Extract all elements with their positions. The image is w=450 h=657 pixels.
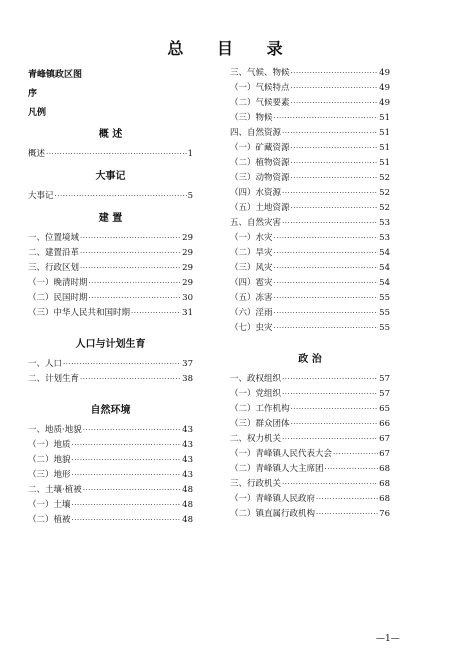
toc-entry-page: 68 (379, 494, 390, 504)
toc-entry-page: 53 (379, 218, 390, 228)
toc-entry[interactable] (230, 261, 390, 276)
toc-entry[interactable] (230, 81, 390, 96)
toc-entry-title: （一）水灾 (230, 233, 273, 243)
toc-entry[interactable] (230, 387, 390, 402)
leader-dots (89, 276, 182, 291)
toc-entry-page: 54 (379, 263, 390, 273)
leader-dots (274, 291, 379, 306)
toc-entry-title: （二）旱灾 (230, 248, 273, 258)
leader-dots (282, 216, 378, 231)
toc-entry-page: 29 (182, 233, 193, 243)
leader-dots (291, 402, 379, 417)
leader-dots (282, 477, 378, 492)
toc-entry-page: 52 (379, 203, 390, 213)
toc-entry-page: 49 (379, 83, 390, 93)
toc-entry-title: 概述 (28, 149, 46, 159)
leader-dots (282, 432, 378, 447)
toc-entry[interactable] (230, 96, 390, 111)
toc-entry-page: 37 (182, 359, 193, 369)
toc-entry[interactable] (230, 306, 390, 321)
toc-entry-page: 57 (379, 389, 390, 399)
toc-entry[interactable] (230, 171, 390, 186)
toc-entry-page: 54 (379, 248, 390, 258)
toc-entry-title: （五）冻害 (230, 293, 273, 303)
leader-dots (291, 171, 379, 186)
left-sections (28, 127, 193, 528)
leader-dots (274, 231, 379, 246)
toc-entry-title: （二）植被 (28, 515, 71, 525)
toc-entry-page: 51 (379, 128, 390, 138)
toc-entry[interactable] (230, 216, 390, 231)
toc-entry-page: 31 (182, 308, 193, 318)
toc-entry-title: （三）中华人民共和国时期 (28, 308, 131, 318)
leader-dots (83, 483, 181, 498)
leader-dots (291, 417, 379, 432)
toc-entry[interactable] (28, 276, 193, 291)
front-matter-item[interactable]: 凡例 (28, 108, 47, 118)
leader-dots (282, 126, 378, 141)
leader-dots (274, 321, 379, 336)
toc-entry[interactable] (230, 507, 390, 522)
toc-entry-title: 二、土壤·植被 (28, 485, 82, 495)
toc-entry-title: 一、位置境域 (28, 233, 80, 243)
toc-entry[interactable] (28, 423, 193, 438)
toc-entry-page: 51 (379, 143, 390, 153)
toc-entry-page: 48 (182, 500, 193, 510)
toc-entry[interactable] (28, 189, 193, 204)
toc-entry-title: （一）地质 (28, 440, 71, 450)
toc-entry-page: 48 (182, 515, 193, 525)
toc-entry-page: 55 (379, 293, 390, 303)
toc-entry[interactable] (230, 141, 390, 156)
leader-dots (83, 423, 181, 438)
toc-entry-title: （二）青峰镇人大主席团 (230, 464, 324, 474)
leader-dots (72, 438, 182, 453)
right-section (230, 352, 390, 522)
leader-dots (291, 156, 379, 171)
leader-dots (131, 306, 181, 321)
toc-entry-page: 29 (182, 278, 193, 288)
toc-entry-page: 43 (182, 470, 193, 480)
leader-dots (291, 66, 379, 81)
toc-entry-page: 5 (187, 191, 193, 201)
toc-entry-title: 大事记 (28, 191, 54, 201)
toc-entry[interactable] (230, 126, 390, 141)
leader-dots (291, 141, 379, 156)
toc-entry-page: 68 (379, 464, 390, 474)
toc-entry-page: 68 (379, 479, 390, 489)
leader-dots (80, 231, 181, 246)
toc-entry-title: （三）群众团体 (230, 419, 290, 429)
front-matter-item[interactable]: 序 (28, 89, 38, 99)
toc-entry-page: 65 (379, 404, 390, 414)
toc-entry[interactable] (28, 438, 193, 453)
leader-dots (316, 492, 378, 507)
leader-dots (63, 357, 181, 372)
page-title: 总 目 录 (167, 39, 297, 58)
toc-entry-title: （二）地貌 (28, 455, 71, 465)
toc-entry-title: （三）物候 (230, 113, 273, 123)
toc-entry-page: 38 (182, 374, 193, 384)
leader-dots (72, 498, 182, 513)
toc-entry-page: 57 (379, 374, 390, 384)
leader-dots (274, 306, 379, 321)
toc-entry[interactable] (230, 231, 390, 246)
toc-entry-title: （一）青峰镇人民政府 (230, 494, 316, 504)
leader-dots (291, 201, 379, 216)
leader-dots (316, 507, 378, 522)
toc-entry[interactable] (230, 186, 390, 201)
toc-entry[interactable] (230, 462, 390, 477)
leader-dots (282, 186, 378, 201)
toc-entry-title: （三）动物资源 (230, 173, 290, 183)
toc-entry[interactable] (230, 372, 390, 387)
toc-entry-page: 49 (379, 68, 390, 78)
toc-entry-page: 66 (379, 419, 390, 429)
toc-entry[interactable] (230, 417, 390, 432)
toc-entry[interactable] (28, 231, 193, 246)
right-top-entries (230, 66, 390, 336)
toc-entry[interactable] (28, 246, 193, 261)
toc-entry-title: （三）地形 (28, 470, 71, 480)
leader-dots (55, 189, 187, 204)
toc-entry[interactable] (230, 321, 390, 336)
toc-entry[interactable] (230, 201, 390, 216)
toc-entry-title: 五、自然灾害 (230, 218, 282, 228)
toc-entry[interactable] (230, 276, 390, 291)
toc-entry[interactable] (28, 453, 193, 468)
toc-entry[interactable] (230, 66, 390, 81)
toc-entry-title: （一）土壤 (28, 500, 71, 510)
toc-entry-title: 三、行政区划 (28, 263, 80, 273)
toc-entry[interactable] (28, 147, 193, 162)
toc-entry-title: （四）水资源 (230, 188, 282, 198)
leader-dots (274, 246, 379, 261)
leader-dots (80, 261, 181, 276)
toc-entry-title: 三、行政机关 (230, 479, 282, 489)
toc-entry-title: （二）工作机构 (230, 404, 290, 414)
toc-entry-title: （一）青峰镇人民代表大会 (230, 449, 333, 459)
toc-entry[interactable] (28, 498, 193, 513)
toc-entry-page: 29 (182, 263, 193, 273)
toc-entry-title: （七）虫灾 (230, 323, 273, 333)
toc-entry-page: 49 (379, 98, 390, 108)
toc-entry-page: 43 (182, 455, 193, 465)
toc-entry[interactable] (28, 468, 193, 483)
toc-entry[interactable] (28, 483, 193, 498)
leader-dots (72, 453, 182, 468)
toc-entry-page: 43 (182, 425, 193, 435)
toc-entry[interactable] (28, 357, 193, 372)
toc-entry-page: 51 (379, 113, 390, 123)
leader-dots (80, 246, 181, 261)
toc-entry[interactable] (230, 246, 390, 261)
toc-entry-title: （五）土地资源 (230, 203, 290, 213)
page-number: —1— (376, 634, 400, 644)
toc-entry-page: 55 (379, 308, 390, 318)
leader-dots (291, 96, 379, 111)
toc-entry[interactable] (230, 477, 390, 492)
section-heading: 自然环境 (90, 405, 131, 416)
section-heading: 人口与计划生育 (75, 339, 146, 350)
toc-entry-title: 一、人口 (28, 359, 63, 369)
leader-dots (274, 276, 379, 291)
toc-entry-title: （三）风灾 (230, 263, 273, 273)
toc-entry-page: 29 (182, 248, 193, 258)
toc-entry[interactable] (230, 111, 390, 126)
toc-right-column (230, 66, 390, 522)
leader-dots (282, 387, 378, 402)
toc-entry-title: 二、权力机关 (230, 434, 282, 444)
toc-entry-page: 1 (187, 149, 193, 159)
toc-entry-page: 52 (379, 188, 390, 198)
toc-entry[interactable] (28, 513, 193, 528)
toc-entry-title: （一）党组织 (230, 389, 282, 399)
toc-entry-page: 67 (379, 449, 390, 459)
toc-entry-title: 四、自然资源 (230, 128, 282, 138)
toc-entry-page: 76 (379, 509, 390, 519)
toc-entry-title: 一、地质·地貌 (28, 425, 82, 435)
leader-dots (72, 468, 182, 483)
toc-entry[interactable] (230, 447, 390, 462)
toc-entry-page: 30 (182, 293, 193, 303)
toc-entry-title: （二）民国时期 (28, 293, 88, 303)
toc-entry-page: 52 (379, 173, 390, 183)
section-heading: 建 置 (98, 213, 123, 224)
toc-entry[interactable] (230, 432, 390, 447)
toc-entry-title: （四）雹灾 (230, 278, 273, 288)
toc-entry[interactable] (230, 291, 390, 306)
toc-entry[interactable] (28, 261, 193, 276)
toc-entry-page: 48 (182, 485, 193, 495)
toc-entry-page: 53 (379, 233, 390, 243)
leader-dots (89, 291, 182, 306)
toc-left-column (28, 66, 193, 528)
toc-entry-title: 一、政权组织 (230, 374, 282, 384)
toc-entry-page: 54 (379, 278, 390, 288)
toc-entry[interactable] (28, 291, 193, 306)
toc-entry-title: 三、气候、物候 (230, 68, 290, 78)
toc-entry[interactable] (230, 402, 390, 417)
toc-entry-page: 43 (182, 440, 193, 450)
leader-dots (274, 261, 379, 276)
toc-entry-title: （一）矿藏资源 (230, 143, 290, 153)
toc-entry-page: 51 (379, 158, 390, 168)
toc-entry-title: （二）镇直属行政机构 (230, 509, 316, 519)
leader-dots (72, 513, 182, 528)
toc-entry-title: 二、计划生育 (28, 374, 80, 384)
toc-entry-title: （六）淫雨 (230, 308, 273, 318)
toc-entry-page: 55 (379, 323, 390, 333)
leader-dots (80, 372, 181, 387)
toc-entry-title: （一）晚清时期 (28, 278, 88, 288)
section-heading: 概 述 (98, 129, 123, 140)
leader-dots (325, 462, 379, 477)
section-heading: 大事记 (95, 171, 126, 182)
toc-entry-title: 二、建置沿革 (28, 248, 80, 258)
leader-dots (274, 111, 379, 126)
toc-entry-page: 67 (379, 434, 390, 444)
leader-dots (333, 447, 378, 462)
toc-entry[interactable] (28, 306, 193, 321)
toc-entry[interactable] (230, 156, 390, 171)
leader-dots (291, 81, 379, 96)
leader-dots (46, 147, 187, 162)
leader-dots (282, 372, 378, 387)
toc-entry[interactable] (230, 492, 390, 507)
front-matter-item[interactable]: 青峰镇政区图 (28, 70, 83, 80)
section-heading: 政 治 (298, 354, 322, 365)
toc-entry-title: （二）植物资源 (230, 158, 290, 168)
toc-entry-title: （二）气候要素 (230, 98, 290, 108)
toc-entry-title: （一）气候特点 (230, 83, 290, 93)
toc-entry[interactable] (28, 372, 193, 387)
